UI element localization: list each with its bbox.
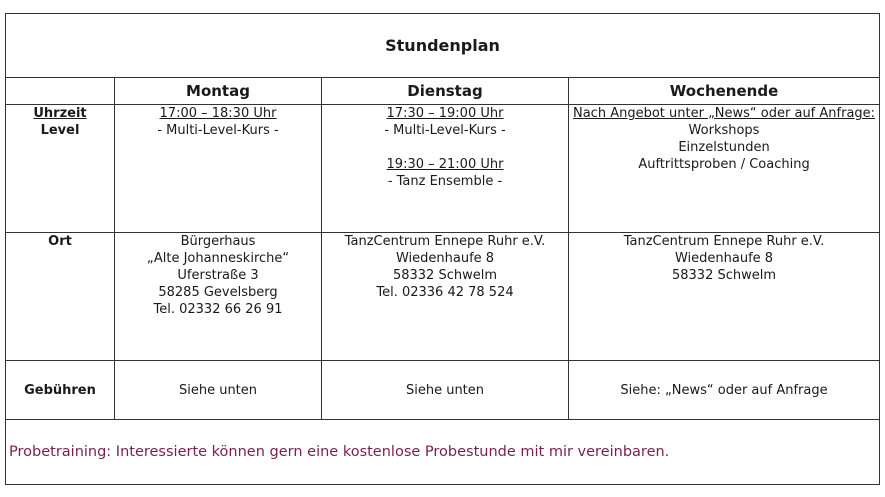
header-dienstag: Dienstag	[322, 78, 569, 105]
wochenende-item: Workshops	[688, 123, 760, 138]
schedule-table	[5, 13, 880, 485]
address-line: 58332 Schwelm	[671, 268, 777, 283]
address-line: 58332 Schwelm	[392, 268, 498, 283]
dienstag-time-1: 17:30 – 19:00 Uhr	[386, 106, 504, 121]
address-line: Uferstraße 3	[177, 268, 259, 283]
dienstag-time-2: 19:30 – 21:00 Uhr	[386, 157, 504, 172]
dienstag-time-cell	[322, 105, 569, 233]
trial-note: Probetraining: Interessierte können gern eine kostenlose Probestunde mit mir vereinbaren.	[6, 420, 880, 485]
wochenende-place-cell	[569, 233, 880, 361]
wochenende-fees: Siehe: „News“ oder auf Anfrage	[569, 361, 880, 420]
montag-place-cell	[115, 233, 322, 361]
wochenende-time-cell	[569, 105, 880, 233]
time-label: Uhrzeit	[33, 106, 87, 121]
schedule-sheet	[5, 13, 879, 485]
dienstag-course-2: - Tanz Ensemble -	[387, 174, 503, 189]
montag-time-cell	[115, 105, 322, 233]
address-line: 58285 Gevelsberg	[158, 285, 278, 300]
address-line: Wiedenhaufe 8	[395, 251, 495, 266]
place-row	[6, 233, 880, 361]
dienstag-fees: Siehe unten	[322, 361, 569, 420]
header-empty	[6, 78, 115, 105]
wochenende-item: Auftrittsproben / Coaching	[638, 157, 810, 172]
address-line: TanzCentrum Ennepe Ruhr e.V.	[623, 234, 825, 249]
dienstag-course-1: - Multi-Level-Kurs -	[384, 123, 506, 138]
montag-fees: Siehe unten	[115, 361, 322, 420]
place-label: Ort	[6, 233, 115, 361]
address-line: Wiedenhaufe 8	[674, 251, 774, 266]
montag-course: - Multi-Level-Kurs -	[157, 123, 279, 138]
address-line: TanzCentrum Ennepe Ruhr e.V.	[344, 234, 546, 249]
montag-time: 17:00 – 18:30 Uhr	[159, 106, 277, 121]
fees-label: Gebühren	[6, 361, 115, 420]
address-line: Bürgerhaus	[180, 234, 256, 249]
phone-line: Tel. 02332 66 26 91	[153, 302, 283, 317]
time-label-cell	[6, 105, 115, 233]
time-row	[6, 105, 880, 233]
table-title: Stundenplan	[6, 14, 880, 78]
level-label: Level	[40, 123, 80, 138]
header-wochenende: Wochenende	[569, 78, 880, 105]
fees-row	[6, 361, 880, 420]
address-line: „Alte Johanneskirche“	[146, 251, 290, 266]
header-montag: Montag	[115, 78, 322, 105]
wochenende-item: Einzelstunden	[678, 140, 770, 155]
phone-line: Tel. 02336 42 78 524	[376, 285, 514, 300]
wochenende-intro: Nach Angebot unter „News“ oder auf Anfrage:	[572, 106, 876, 121]
dienstag-place-cell	[322, 233, 569, 361]
spacer	[322, 139, 568, 156]
